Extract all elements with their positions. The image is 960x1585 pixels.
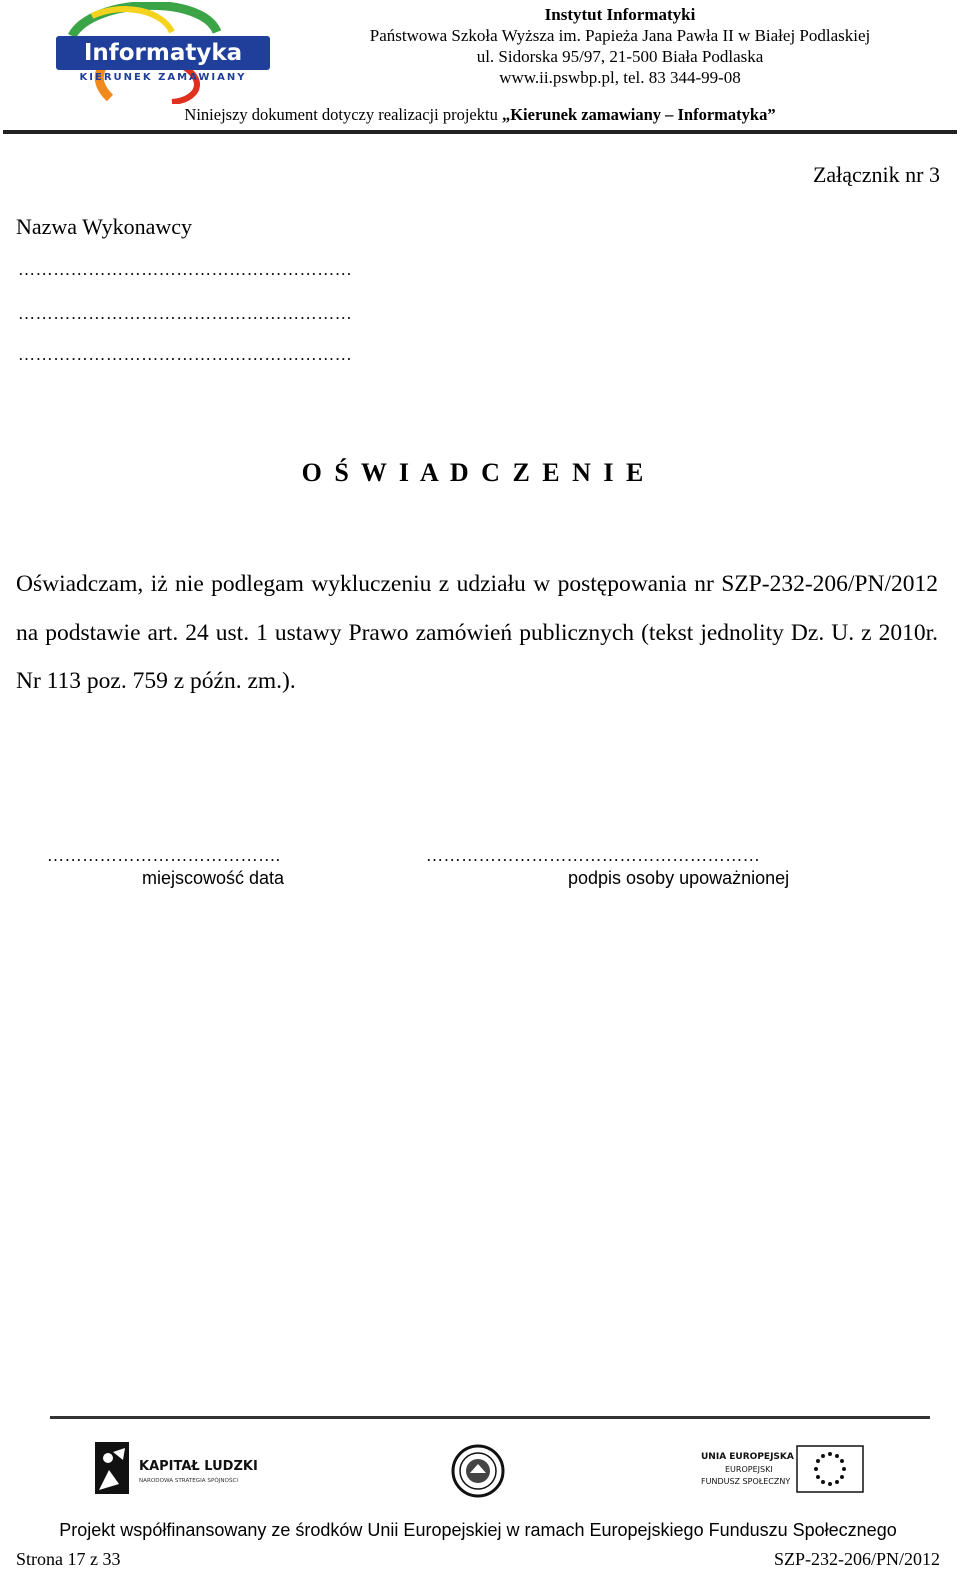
declaration-paragraph: Oświadczam, iż nie podlegam wykluczeniu z udziału w postępowania nr SZP-232-206/PN/2012 na podstawie art. 24 ust. 1 ustawy Prawo zamówień publicznych (tekst jednolity Dz. U. z 2010r. Nr 113 poz. 759 z późn. zm.). — [16, 571, 938, 694]
contractor-label: Nazwa Wykonawcy — [16, 214, 193, 239]
contractor-line-2: ………………………………………………… — [18, 304, 353, 323]
ue-line-1: UNIA EUROPEJSKA — [701, 1452, 794, 1462]
signature-line: ………………………………………………… — [426, 846, 761, 865]
place-date-label: miejscowość data — [142, 868, 285, 888]
school-seal-icon — [451, 1444, 505, 1498]
school-address: ul. Sidorska 95/97, 21-500 Biała Podlaska — [476, 47, 764, 66]
eu-social-fund-logo — [697, 1444, 867, 1494]
cofinanced-statement: Projekt współfinansowany ze środków Unii Europejskiej w ramach Europejskiego Funduszu Społecznego — [59, 1520, 897, 1540]
school-contact: www.ii.pswbp.pl, tel. 83 344-99-08 — [499, 68, 741, 87]
project-line — [0, 105, 960, 125]
ue-line-2: EUROPEJSKI — [725, 1465, 773, 1474]
reference-number: SZP-232-206/PN/2012 — [773, 1549, 940, 1569]
logo-subtext: KIERUNEK ZAMAWIANY — [79, 72, 247, 83]
signature-label: podpis osoby upoważnionej — [568, 868, 790, 888]
project-name: „Kierunek zamawiany – Informatyka” — [501, 105, 776, 124]
page-number: Strona 17 z 33 — [16, 1549, 121, 1569]
kapital-ludzki-logo — [93, 1440, 273, 1498]
footer-rule — [50, 1416, 930, 1419]
project-prefix: Niniejszy dokument dotyczy realizacji projektu — [184, 105, 502, 124]
attachment-number: Załącznik nr 3 — [812, 162, 940, 187]
header-address-block — [300, 4, 940, 88]
header-rule — [3, 130, 957, 134]
informatyka-logo — [52, 2, 274, 104]
place-date-line: …………………………………. — [47, 846, 281, 865]
logo-text: Informatyka — [83, 40, 243, 66]
document-title: O Ś W I A D C Z E N I E — [301, 458, 647, 487]
ue-line-3: FUNDUSZ SPOŁECZNY — [701, 1477, 791, 1486]
institute-name: Instytut Informatyki — [544, 5, 696, 24]
contractor-line-1: ………………………………………………… — [18, 260, 353, 279]
contractor-line-3: ………………………………………………… — [18, 345, 353, 364]
kl-subtitle: NARODOWA STRATEGIA SPÓJNOŚCI — [139, 1478, 239, 1484]
kl-title: KAPITAŁ LUDZKI — [139, 1459, 258, 1474]
school-name: Państwowa Szkoła Wyższa im. Papieża Jana Pawła II w Białej Podlaskiej — [369, 26, 871, 45]
